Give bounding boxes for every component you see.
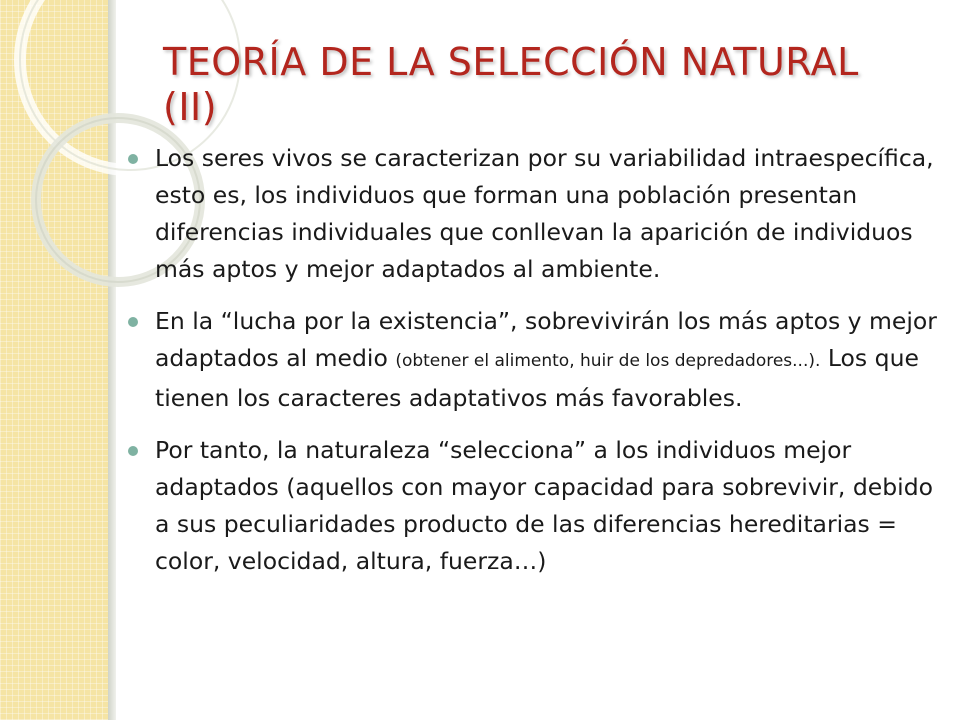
bullet-item [128,432,948,580]
bullet-dot-icon [128,317,138,327]
bullet-item [128,303,948,417]
bullet-item [128,140,948,288]
bullet-text-continued: Los que tienen los caracteres adaptativos más favorables. [155,344,919,412]
bullet-list [128,140,948,595]
bullet-text-aside: (obtener el alimento, huir de los depredadores...). [395,351,821,371]
bullet-text: En la “lucha por la existencia”, sobrevivirán los más aptos y mejor adaptados al medio [155,307,937,372]
bullet-text: Por tanto, la naturaleza “selecciona” a los individuos mejor adaptados (aquellos con mayor capacidad para sobrevivir, debido a sus peculiaridades producto de las diferencias hereditarias = color, velocidad, altura, fuerza…) [155,436,933,575]
bullet-text: Los seres vivos se caracterizan por su variabilidad intraespecífica, esto es, los individuos que forman una población presentan diferencias individuales que conllevan la aparición de individuos más aptos y mejor adaptados al ambiente. [155,144,934,283]
bullet-dot-icon [128,446,138,456]
bullet-dot-icon [128,154,138,164]
slide-title: TEORÍA DE LA SELECCIÓN NATURAL (II) [163,40,859,129]
